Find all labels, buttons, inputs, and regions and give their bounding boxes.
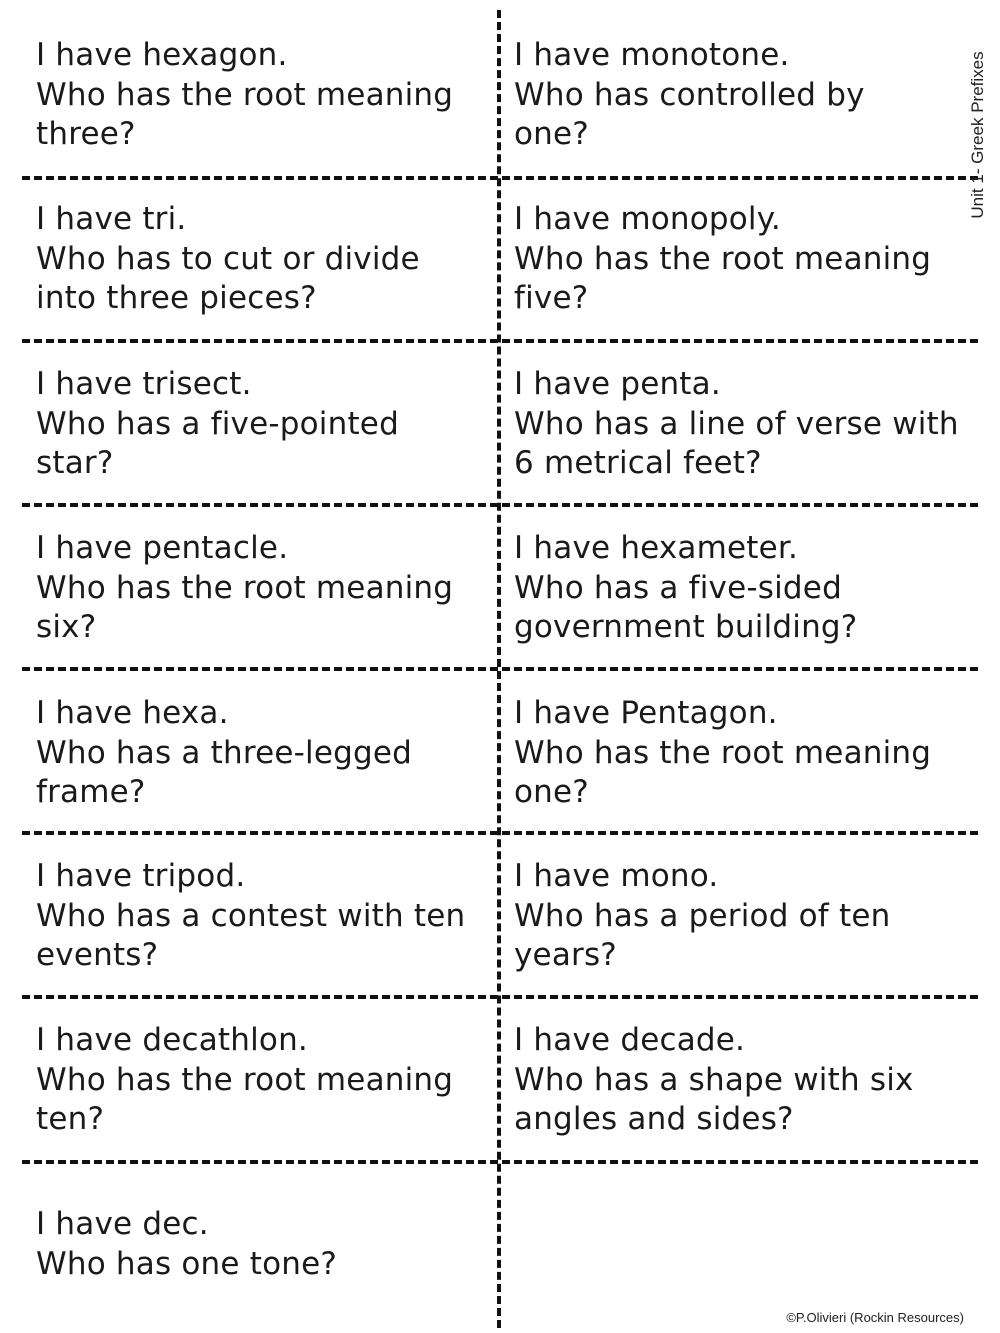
- card-answer: I have trisect.: [36, 366, 252, 402]
- game-card: [36, 36, 491, 155]
- game-card: [36, 1205, 491, 1284]
- card-answer: I have monopoly.: [514, 201, 781, 237]
- card-question: Who has a contest with ten: [36, 897, 466, 934]
- horizontal-cut-line: [22, 176, 978, 180]
- game-card: [514, 694, 969, 813]
- game-card: [36, 200, 491, 319]
- card-question: Who has a three-legged: [36, 734, 413, 771]
- card-question: Who has the root meaning: [36, 569, 454, 606]
- card-answer: I have dec.: [36, 1206, 209, 1242]
- game-card: [36, 365, 491, 484]
- horizontal-cut-line: [22, 667, 978, 671]
- card-answer: I have hexagon.: [36, 37, 288, 73]
- card-question: six?: [36, 609, 97, 645]
- card-answer: I have hexameter.: [514, 530, 799, 566]
- card-question: frame?: [36, 774, 146, 810]
- card-question: Who has a five-sided: [514, 569, 842, 606]
- horizontal-cut-line: [22, 995, 978, 999]
- card-question: angles and sides?: [514, 1101, 794, 1137]
- card-question: three?: [36, 116, 136, 152]
- horizontal-cut-line: [22, 503, 978, 507]
- card-answer: I have mono.: [514, 858, 719, 894]
- card-question: Who has a five-pointed: [36, 405, 399, 442]
- card-question: government building?: [514, 609, 858, 645]
- card-question: into three pieces?: [36, 280, 317, 316]
- card-answer: I have hexa.: [36, 695, 229, 731]
- game-card: [36, 1021, 491, 1140]
- game-card: [514, 200, 969, 319]
- horizontal-cut-line: [22, 339, 978, 343]
- card-question: five?: [514, 280, 589, 316]
- card-question: Who has one tone?: [36, 1245, 338, 1282]
- card-question: Who has the root meaning: [514, 734, 932, 771]
- card-question: Who has a line of verse with: [514, 405, 959, 442]
- card-question: ten?: [36, 1101, 105, 1137]
- card-question: years?: [514, 937, 617, 973]
- game-card: [514, 365, 969, 484]
- card-answer: I have decathlon.: [36, 1022, 308, 1058]
- card-question: one?: [514, 116, 589, 152]
- card-question: Who has the root meaning: [514, 240, 932, 277]
- game-card: [514, 36, 969, 155]
- card-question: Who has the root meaning: [36, 1061, 454, 1098]
- card-question: star?: [36, 445, 114, 481]
- card-answer: I have monotone.: [514, 37, 790, 73]
- card-answer: I have tripod.: [36, 858, 246, 894]
- unit-label: Unit 1- Greek Prefixes: [968, 51, 987, 219]
- horizontal-cut-line: [22, 1160, 978, 1164]
- horizontal-cut-line: [22, 831, 978, 835]
- game-card: [36, 529, 491, 648]
- card-question: events?: [36, 937, 159, 973]
- card-question: Who has controlled by: [514, 76, 865, 113]
- game-card: [36, 694, 491, 813]
- card-question: one?: [514, 774, 589, 810]
- card-answer: I have decade.: [514, 1022, 746, 1058]
- card-question: Who has a period of ten: [514, 897, 891, 934]
- card-answer: I have pentacle.: [36, 530, 289, 566]
- game-card: [514, 1021, 969, 1140]
- copyright-footer: ©P.Olivieri (Rockin Resources): [786, 1310, 964, 1325]
- game-card: [36, 857, 491, 976]
- card-question: 6 metrical feet?: [514, 445, 762, 481]
- card-answer: I have Pentagon.: [514, 695, 778, 731]
- card-question: Who has the root meaning: [36, 76, 454, 113]
- card-question: Who has a shape with six: [514, 1061, 914, 1098]
- card-question: Who has to cut or divide: [36, 240, 420, 277]
- card-answer: I have tri.: [36, 201, 187, 237]
- game-card: [514, 529, 969, 648]
- card-answer: I have penta.: [514, 366, 721, 402]
- game-card: [514, 857, 969, 976]
